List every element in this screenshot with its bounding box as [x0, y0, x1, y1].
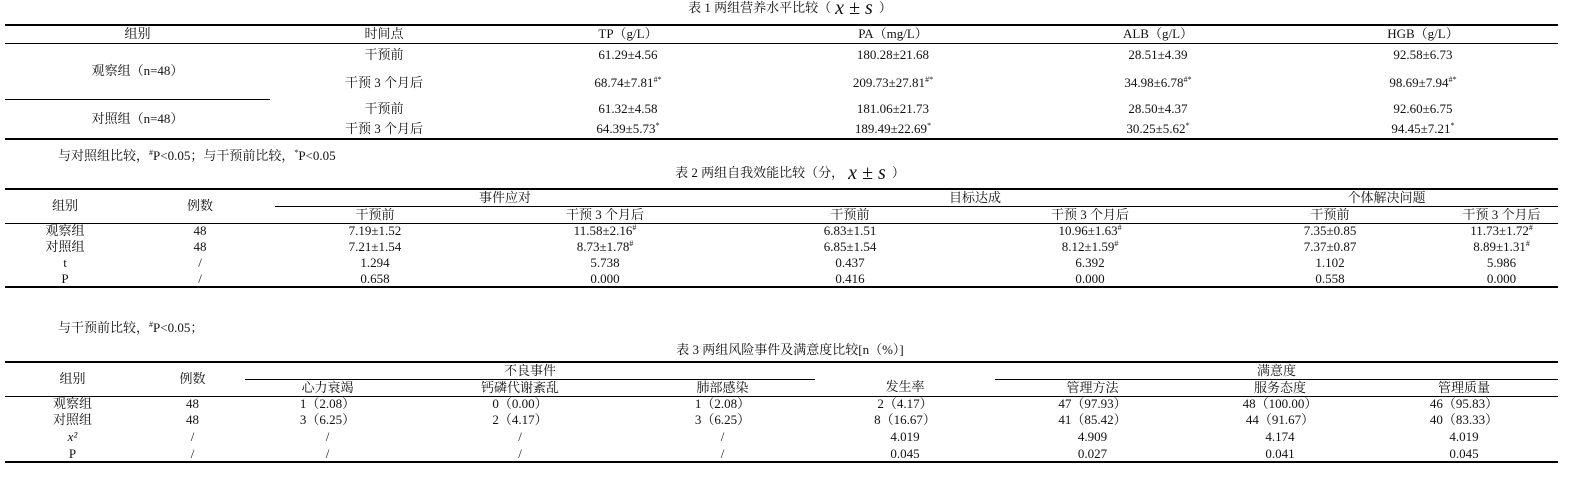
mean-sd-symbol: x ± s	[835, 0, 873, 19]
table1	[5, 24, 1558, 140]
table-row: 观察组 48 1（2.08） 0（0.00） 1（2.08） 2（4.17） 47（97.93） 48（100.00） 46（95.83）	[52, 396, 1499, 412]
t2-header-goal: 目标达成	[735, 189, 1215, 206]
t3-header-adverse: 不良事件	[245, 362, 815, 379]
t2-header-count: 例数	[125, 189, 275, 223]
table2-footnote: 与干预前比较，#P<0.05；	[58, 320, 204, 335]
table2: 组别 例数 事件应对 目标达成 个体解决问题 干预前 干预 3 个月后 干预前 干预 3 个月后 干预前 干预 3 个月后 观察组 48 7.19±1.52 11.58±2.16# 6.83±1.51 10.96±1.63# 7.35±0.85 11.73±1.72# 对照组 48 7.21±1.54 8.73±1.78# 6.85±1.54 8.12±1.59# 7.37±0.87 8.89±1.31# t / 1.294 5.738 0.437 6.392 1.102 5.986 P / 0.658 0.000 0.416 0.000 0.558 0.000	[5, 188, 1558, 288]
table-row: t / 1.294 5.738 0.437 6.392 1.102 5.986	[63, 255, 1517, 270]
table3-caption: 表 3 两组风险事件及满意度比较[n（%）]	[676, 342, 904, 357]
table-row: P / 0.658 0.000 0.416 0.000 0.558 0.000	[5, 271, 1558, 287]
table-row: P / / / / 0.045 0.027 0.041 0.045	[5, 446, 1558, 462]
table-row: 观察组 48 7.19±1.52 11.58±2.16# 6.83±1.51 10.96±1.63# 7.35±0.85 11.73±1.72#	[45, 223, 1533, 239]
table-row: 对照组 48 7.21±1.54 8.73±1.78# 6.85±1.54 8.12±1.59# 7.37±0.87 8.89±1.31#	[45, 239, 1530, 254]
t1-header-group: 组别	[5, 25, 270, 43]
t1-group-label: 对照组（n=48）	[5, 99, 270, 139]
t1-header-alb: ALB（g/L）	[1028, 25, 1288, 43]
table-row: 对照组（n=48） 干预前 61.32±4.58 181.06±21.73 28.50±4.37 92.60±6.75	[5, 99, 1558, 119]
table-row: 干预 3 个月后 68.74±7.81#* 209.73±27.81#* 34.98±6.78#* 98.69±7.94#*	[344, 75, 1457, 90]
t1-header-pa: PA（mg/L）	[758, 25, 1028, 43]
table-row: 观察组（n=48） 干预前 61.29±4.56 180.28±21.68 28.51±4.39 92.58±6.73	[5, 43, 1558, 67]
t2-header-event: 事件应对	[275, 189, 735, 206]
t3-header-count: 例数	[140, 362, 245, 396]
table-row: 对照组 48 3（6.25） 2（4.17） 3（6.25） 8（16.67） 41（85.42） 44（91.67） 40（83.33）	[52, 412, 1499, 427]
table3: 组别 例数 不良事件 满意度 心力衰竭 钙磷代谢紊乱 肺部感染 发生率 管理方法 服务态度 管理质量 观察组 48 1（2.08） 0（0.00） 1（2.08） 2（4.17） 47（97.93） 48（100.00） 46（95.83） 对照组 48 3（6.25） 2（4.17） 3（6.25） 8（16.67） 41（85.42） 44（91.67） 40（83.33） x² / / / / 4.019 4.909 4.174 4.019 P / / / / 0.045 0.027 0.041 0.045	[5, 361, 1558, 463]
t2-header-group: 组别	[5, 189, 125, 223]
t1-header-time: 时间点	[270, 25, 498, 43]
t3-header-satisfaction: 满意度	[995, 362, 1558, 379]
table-row: 干预 3 个月后 64.39±5.73* 189.49±22.69* 30.25±5.62* 94.45±7.21*	[5, 119, 1558, 139]
t1-header-hgb: HGB（g/L）	[1288, 25, 1558, 43]
t3-header-group: 组别	[5, 362, 140, 396]
table-row: x² / / / / 4.019 4.909 4.174 4.019	[67, 429, 1479, 444]
mean-sd-symbol: x ± s	[848, 162, 886, 184]
table2-caption: 表 2 两组自我效能比较（分， x ± s ）	[675, 162, 905, 184]
table1-footnote: 与对照组比较，#P<0.05；与干预前比较，*P<0.05	[58, 148, 336, 163]
table1-caption: 表 1 两组营养水平比较（ x ± s ）	[0, 0, 1580, 16]
t2-header-solve: 个体解决问题	[1215, 189, 1558, 206]
t1-header-tp: TP（g/L）	[498, 25, 758, 43]
t1-group-label: 观察组（n=48）	[5, 43, 270, 99]
